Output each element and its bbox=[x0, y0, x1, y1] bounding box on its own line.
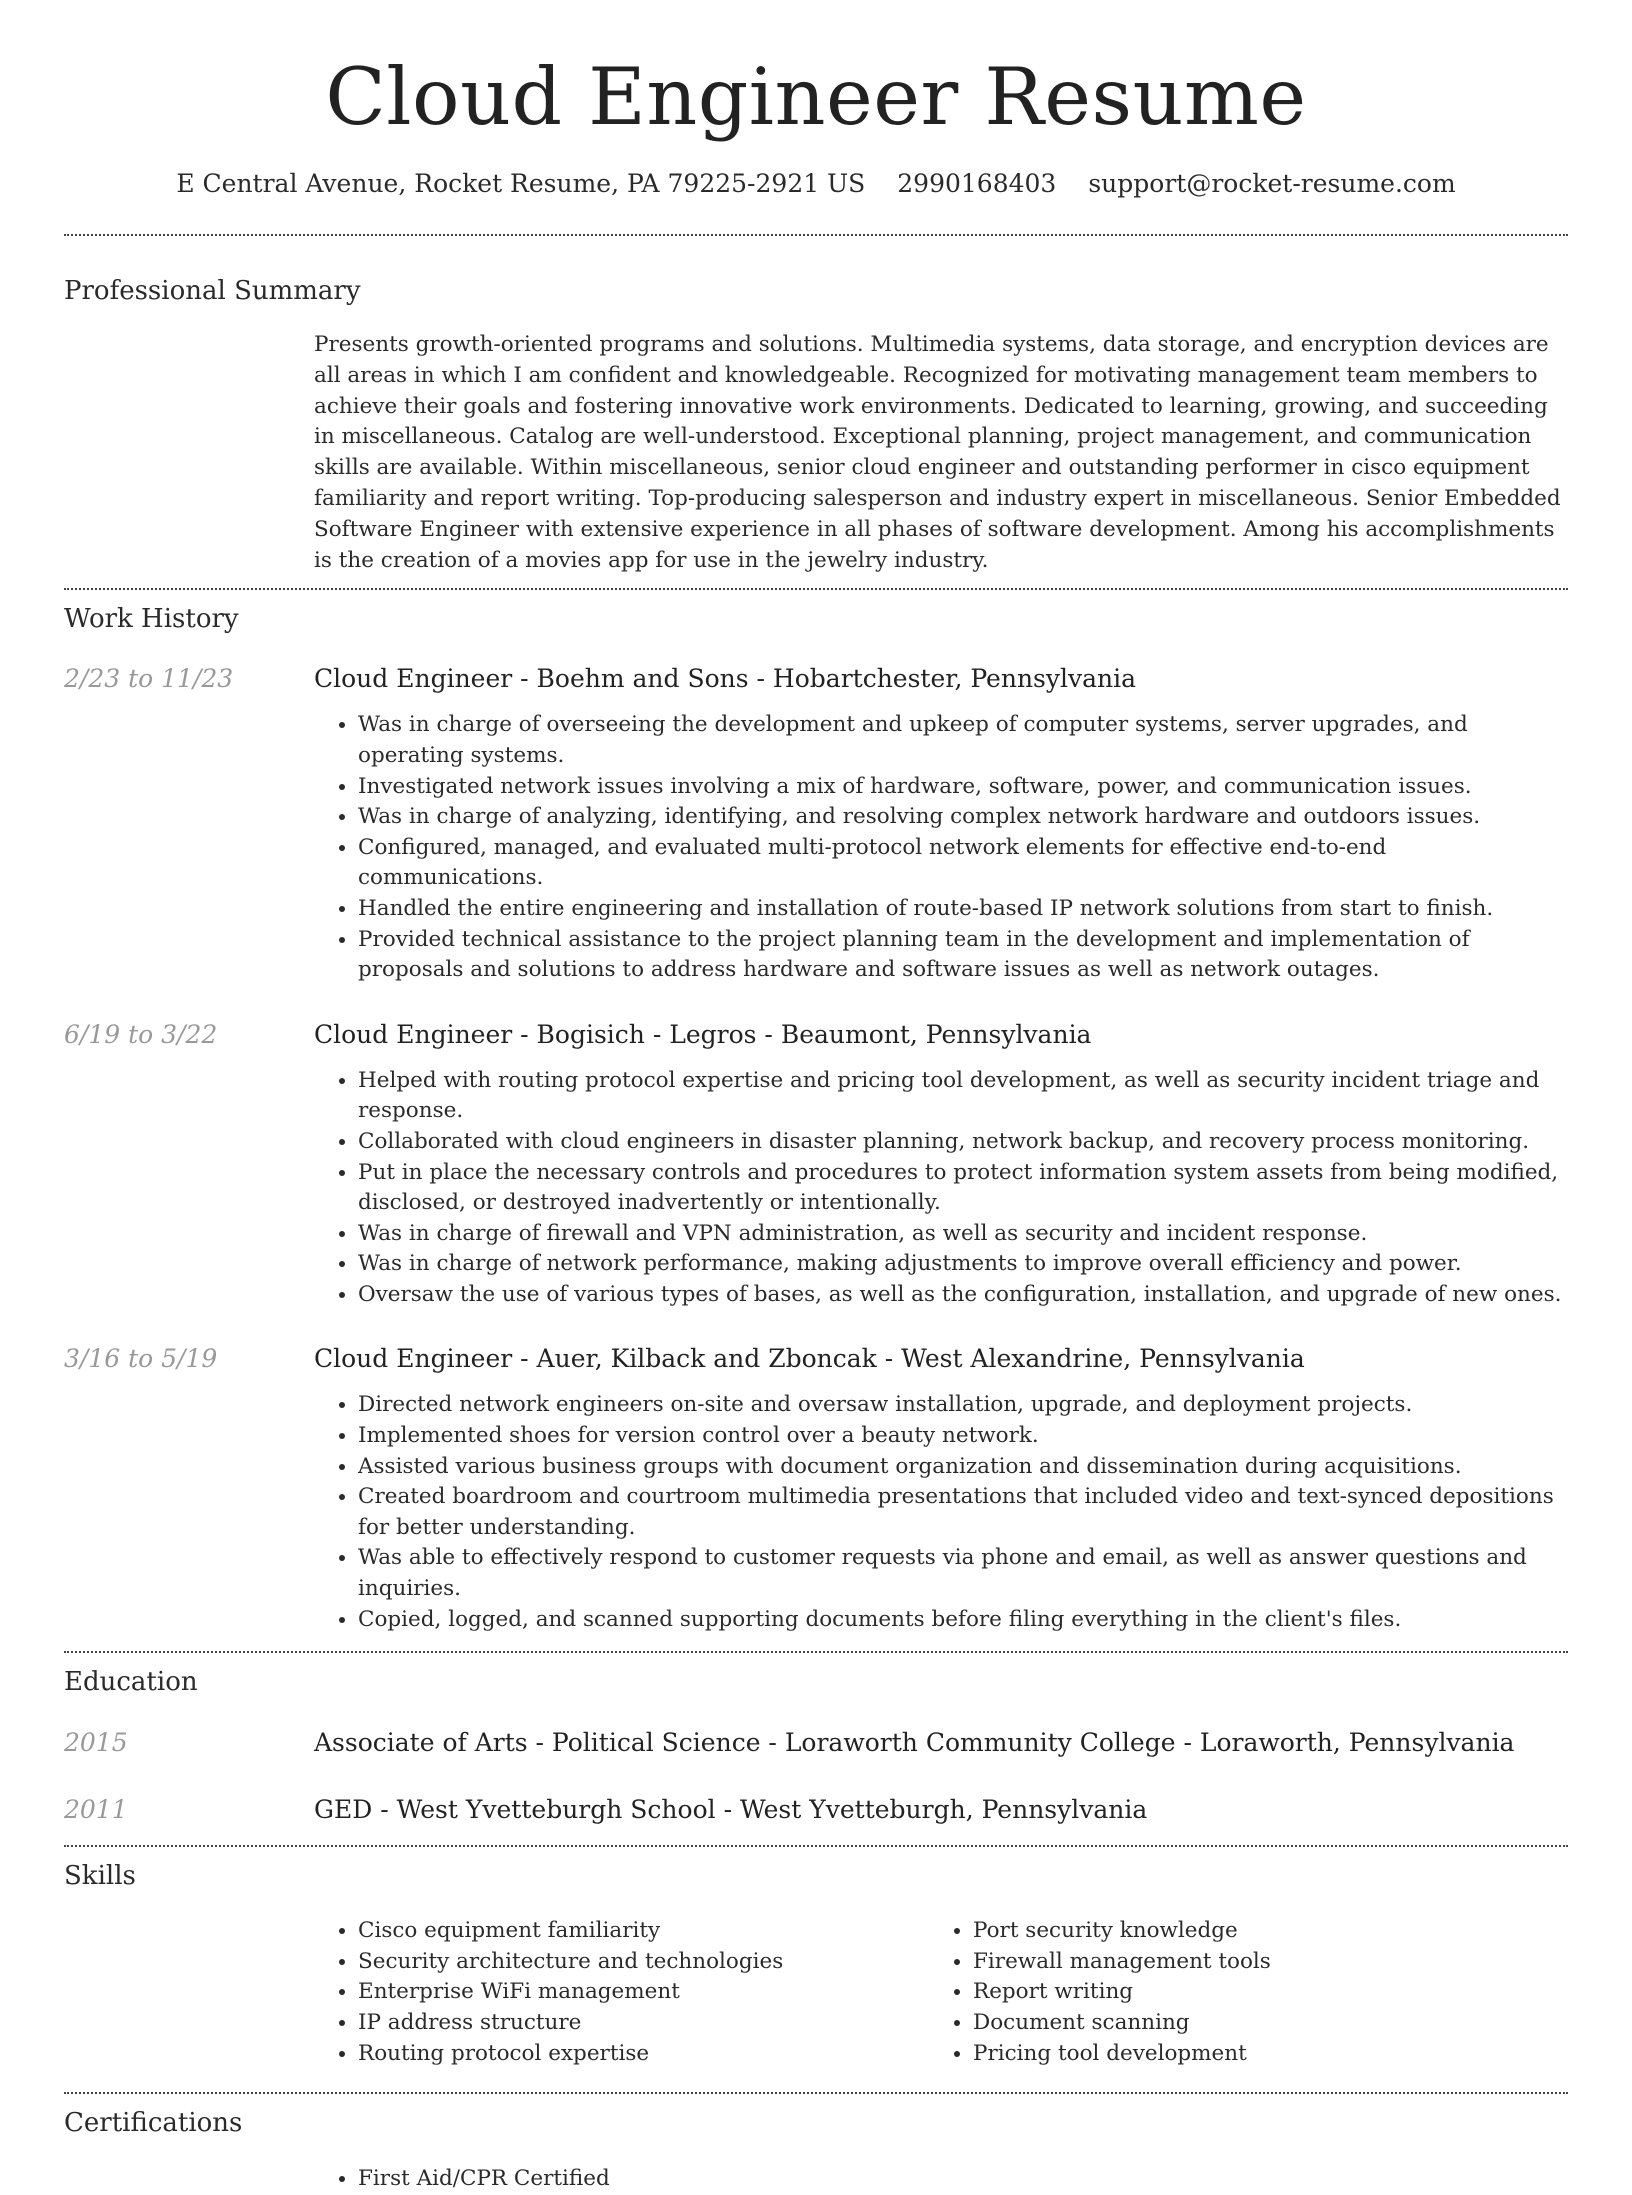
certification-item: • First Aid/CPR Certified bbox=[358, 2164, 1568, 2195]
skill-item: • Routing protocol expertise bbox=[358, 2039, 929, 2070]
job-bullet: • Was in charge of network performance, making adjustments to improve overall efficiency and power. bbox=[358, 1249, 1568, 1280]
skills-list bbox=[929, 1916, 1544, 2069]
skill-item: • Port security knowledge bbox=[973, 1916, 1544, 1947]
contact-address: E Central Avenue, Rocket Resume, PA 79225-2921 US bbox=[176, 169, 866, 198]
summary-block bbox=[314, 330, 1568, 576]
section-title-education: Education bbox=[64, 1667, 198, 1698]
job-header bbox=[64, 1344, 1568, 1373]
skills-column-right bbox=[929, 1916, 1544, 2069]
skill-item: • Cisco equipment familiarity bbox=[358, 1916, 929, 1947]
skill-item: • Security architecture and technologies bbox=[358, 1947, 929, 1978]
contact-email: support@rocket-resume.com bbox=[1088, 169, 1456, 198]
education-title: Associate of Arts - Political Science - Loraworth Community College - Loraworth, Pennsylvania bbox=[314, 1728, 1515, 1758]
education-title: GED - West Yvetteburgh School - West Yvetteburgh, Pennsylvania bbox=[314, 1795, 1148, 1825]
job-title: Cloud Engineer - Auer, Kilback and Zboncak - West Alexandrine, Pennsylvania bbox=[314, 1344, 1305, 1374]
contact-line bbox=[64, 171, 1568, 196]
job-entry bbox=[64, 664, 1568, 985]
job-bullet: • Provided technical assistance to the project planning team in the development and implementation of proposals and solutions to address hardware and software issues as well as network outages. bbox=[358, 925, 1568, 986]
divider bbox=[64, 234, 1568, 236]
job-header bbox=[64, 1020, 1568, 1049]
job-bullet: • Oversaw the use of various types of bases, as well as the configuration, installation, and upgrade of new ones. bbox=[358, 1280, 1568, 1311]
skills-list bbox=[314, 1916, 929, 2069]
contact-phone: 2990168403 bbox=[897, 169, 1057, 198]
education-year: 2011 bbox=[64, 1795, 128, 1825]
job-bullet: • Was able to effectively respond to customer requests via phone and email, as well as answer questions and inquiries. bbox=[358, 1543, 1568, 1604]
divider bbox=[64, 588, 1568, 590]
job-bullet: • Helped with routing protocol expertise and pricing tool development, as well as security incident triage and response. bbox=[358, 1066, 1568, 1127]
skill-item: • Pricing tool development bbox=[973, 2039, 1544, 2070]
skill-item: • Report writing bbox=[973, 1977, 1544, 2008]
section-title-summary: Professional Summary bbox=[64, 276, 361, 306]
divider bbox=[64, 2092, 1568, 2094]
education-entry bbox=[64, 1728, 1568, 1757]
job-bullet: • Was in charge of analyzing, identifying, and resolving complex network hardware and outdoors issues. bbox=[358, 802, 1568, 833]
job-header bbox=[64, 664, 1568, 693]
job-bullet: • Was in charge of overseeing the development and upkeep of computer systems, server upgrades, and operating systems. bbox=[358, 710, 1568, 771]
divider bbox=[64, 1651, 1568, 1653]
job-dates: 6/19 to 3/22 bbox=[64, 1019, 218, 1049]
divider bbox=[64, 1845, 1568, 1847]
job-entry bbox=[64, 1020, 1568, 1311]
job-bullets-wrap bbox=[314, 1066, 1568, 1311]
skill-item: • Enterprise WiFi management bbox=[358, 1977, 929, 2008]
job-bullets-wrap bbox=[314, 1390, 1568, 1635]
job-bullets-wrap bbox=[314, 710, 1568, 985]
job-title: Cloud Engineer - Boehm and Sons - Hobartchester, Pennsylvania bbox=[314, 664, 1137, 694]
job-bullet: • Handled the entire engineering and installation of route-based IP network solutions from start to finish. bbox=[358, 894, 1568, 925]
job-bullets bbox=[314, 1066, 1568, 1311]
section-title-certifications: Certifications bbox=[64, 2108, 243, 2139]
job-dates: 2/23 to 11/23 bbox=[64, 664, 234, 694]
skills-grid bbox=[314, 1916, 1568, 2069]
job-dates: 3/16 to 5/19 bbox=[64, 1344, 218, 1374]
education-entry bbox=[64, 1795, 1568, 1824]
job-bullet: • Was in charge of firewall and VPN administration, as well as security and incident response. bbox=[358, 1219, 1568, 1250]
job-bullet: • Put in place the necessary controls and procedures to protect information system assets from being modified, disclosed, or destroyed inadvertently or intentionally. bbox=[358, 1158, 1568, 1219]
certifications-block bbox=[314, 2164, 1568, 2195]
job-bullet: • Directed network engineers on-site and oversaw installation, upgrade, and deployment projects. bbox=[358, 1390, 1568, 1421]
job-bullet: • Implemented shoes for version control over a beauty network. bbox=[358, 1421, 1568, 1452]
job-bullet: • Created boardroom and courtroom multimedia presentations that included video and text-synced depositions for better understanding. bbox=[358, 1482, 1568, 1543]
job-bullet: • Collaborated with cloud engineers in disaster planning, network backup, and recovery process monitoring. bbox=[358, 1127, 1568, 1158]
skill-item: • IP address structure bbox=[358, 2008, 929, 2039]
resume-title: Cloud Engineer Resume bbox=[325, 51, 1307, 143]
skills-column-left bbox=[314, 1916, 929, 2069]
summary-text: Presents growth-oriented programs and solutions. Multimedia systems, data storage, and encryption devices are all areas in which I am confident and knowledgeable. Recognized for motivating management team members to achieve their goals and fostering innovative work environments. Dedicated to learning, growing, and succeeding in miscellaneous. Catalog are well-understood. Exceptional planning, project management, and communication skills are available. Within miscellaneous, senior cloud engineer and outstanding performer in cisco equipment familiarity and report writing. Top-producing salesperson and industry expert in miscellaneous. Senior Embedded Software Engineer with extensive experience in all phases of software development. Among his accomplishments is the creation of a movies app for use in the jewelry industry. bbox=[314, 332, 1561, 573]
job-bullet: • Copied, logged, and scanned supporting documents before filing everything in the client's files. bbox=[358, 1605, 1568, 1636]
skill-item: • Document scanning bbox=[973, 2008, 1544, 2039]
job-title: Cloud Engineer - Bogisich - Legros - Beaumont, Pennsylvania bbox=[314, 1019, 1092, 1049]
section-title-skills: Skills bbox=[64, 1861, 136, 1892]
certifications-list bbox=[314, 2164, 1568, 2195]
job-bullets bbox=[314, 1390, 1568, 1635]
job-bullet: • Investigated network issues involving a mix of hardware, software, power, and communication issues. bbox=[358, 772, 1568, 803]
job-bullet: • Configured, managed, and evaluated multi-protocol network elements for effective end-to-end communications. bbox=[358, 833, 1568, 894]
job-bullets bbox=[314, 710, 1568, 985]
job-entry bbox=[64, 1344, 1568, 1635]
job-bullet: • Assisted various business groups with document organization and dissemination during acquisitions. bbox=[358, 1452, 1568, 1483]
skill-item: • Firewall management tools bbox=[973, 1947, 1544, 1978]
section-title-work-history: Work History bbox=[64, 604, 239, 635]
education-year: 2015 bbox=[64, 1728, 128, 1758]
